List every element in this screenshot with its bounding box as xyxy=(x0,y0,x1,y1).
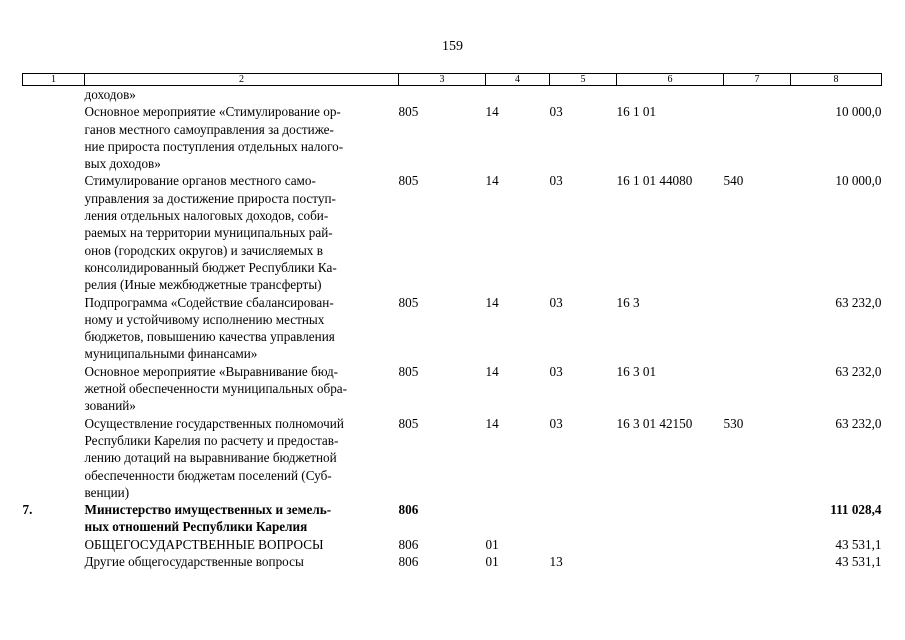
subsection-code: 13 xyxy=(549,554,563,570)
amount: 63 232,0 xyxy=(835,294,882,310)
table-row xyxy=(23,415,882,501)
header-col-5: 5 xyxy=(550,74,617,86)
header-col-7: 7 xyxy=(724,74,791,86)
row-name-line: лению дотаций на выравнивание бюджетной xyxy=(84,450,337,466)
ministry-code: 805 xyxy=(398,294,419,310)
row-number xyxy=(23,363,85,415)
expense-type-code: 530 xyxy=(723,415,744,431)
section-code: 01 xyxy=(485,554,499,570)
row-name xyxy=(85,103,399,172)
row-name-line: ления отдельных налоговых доходов, соби- xyxy=(84,208,329,224)
target-article-code xyxy=(617,536,724,553)
row-name xyxy=(85,415,399,501)
row-name-line: Основное мероприятие «Выравнивание бюд- xyxy=(84,363,339,379)
row-name-line: онов (городских округов) и зачисляемых в xyxy=(84,242,323,258)
target-article-code: 16 3 01 xyxy=(616,363,657,379)
table-row xyxy=(23,294,882,363)
header-col-1: 1 xyxy=(23,74,85,86)
target-article-code xyxy=(617,501,724,536)
row-name-line: ных отношений Республики Карелия xyxy=(84,519,308,535)
table-row xyxy=(23,172,882,293)
section-code: 01 xyxy=(485,536,499,552)
row-name-line: Осуществление государственных полномочий xyxy=(84,415,344,431)
expense-type-code xyxy=(724,553,791,570)
ministry-code xyxy=(399,86,486,104)
section-code: 14 xyxy=(485,173,499,189)
row-name-line: Республики Карелия по расчету и предостав- xyxy=(84,432,339,448)
ministry-code: 805 xyxy=(398,363,419,379)
target-article-code xyxy=(617,553,724,570)
expense-type-code xyxy=(724,501,791,536)
table-row xyxy=(23,553,882,570)
table-row xyxy=(23,363,882,415)
amount: 63 232,0 xyxy=(835,363,882,379)
ministry-code: 805 xyxy=(398,173,419,189)
row-name xyxy=(85,294,399,363)
section-code: 14 xyxy=(485,294,499,310)
row-name-line: Другие общегосударственные вопросы xyxy=(84,554,304,570)
amount xyxy=(791,86,882,104)
row-name-line: Основное мероприятие «Стимулирование ор- xyxy=(84,104,341,120)
row-number xyxy=(23,536,85,553)
row-name-line: ному и устойчивому исполнению местных xyxy=(84,311,325,327)
row-name-line: доходов» xyxy=(84,87,136,102)
table-row xyxy=(23,501,882,536)
row-number xyxy=(23,86,85,104)
row-number xyxy=(23,415,85,501)
target-article-code xyxy=(617,86,724,104)
target-article-code: 16 3 xyxy=(616,294,640,310)
ministry-code: 805 xyxy=(398,415,419,431)
row-name-line: обеспеченности бюджетам поселений (Суб- xyxy=(84,467,332,483)
row-name-line: релия (Иные межбюджетные трансферты) xyxy=(84,277,322,293)
target-article-code: 16 1 01 44080 xyxy=(616,173,693,189)
ministry-code: 806 xyxy=(398,536,419,552)
table-body xyxy=(23,86,882,571)
expense-type-code xyxy=(724,536,791,553)
expense-type-code xyxy=(724,86,791,104)
row-number xyxy=(23,103,85,172)
subsection-code: 03 xyxy=(549,363,563,379)
row-name xyxy=(85,501,399,536)
subsection-code: 03 xyxy=(549,173,563,189)
table-row xyxy=(23,86,882,104)
target-article-code: 16 1 01 xyxy=(616,104,657,120)
header-col-4: 4 xyxy=(486,74,550,86)
expense-type-code xyxy=(724,363,791,415)
budget-table xyxy=(22,73,882,570)
row-number xyxy=(23,172,85,293)
expense-type-code xyxy=(724,294,791,363)
ministry-code: 805 xyxy=(398,104,419,120)
subsection-code xyxy=(550,501,617,536)
row-name-line: ние прироста поступления отдельных налого- xyxy=(84,138,344,154)
header-col-2: 2 xyxy=(85,74,399,86)
row-name-line: венции) xyxy=(84,484,130,500)
row-name-line: управления за достижение прироста поступ- xyxy=(84,190,336,206)
table-row xyxy=(23,536,882,553)
target-article-code: 16 3 01 42150 xyxy=(616,415,693,431)
table-row xyxy=(23,103,882,172)
row-name-line: Стимулирование органов местного само- xyxy=(84,173,316,189)
row-name-line: жетной обеспеченности муниципальных обра- xyxy=(84,381,348,397)
expense-type-code xyxy=(724,103,791,172)
row-name xyxy=(85,172,399,293)
row-name-line: муниципальными финансами» xyxy=(84,346,258,362)
row-name-line: бюджетов, повышению качества управления xyxy=(84,329,335,345)
amount: 43 531,1 xyxy=(835,536,882,552)
header-col-8: 8 xyxy=(791,74,882,86)
section-code: 14 xyxy=(485,415,499,431)
subsection-code xyxy=(550,86,617,104)
amount: 111 028,4 xyxy=(830,502,882,518)
row-name-line: вых доходов» xyxy=(84,156,161,172)
row-number: 7. xyxy=(22,502,33,518)
row-name-line: консолидированный бюджет Республики Ка- xyxy=(84,259,337,275)
section-code xyxy=(486,501,550,536)
ministry-code: 806 xyxy=(398,554,419,570)
row-name-line: зований» xyxy=(84,398,136,414)
amount: 10 000,0 xyxy=(835,104,882,120)
row-name-line: ОБЩЕГОСУДАРСТВЕННЫЕ ВОПРОСЫ xyxy=(84,536,324,552)
section-code: 14 xyxy=(485,363,499,379)
subsection-code: 03 xyxy=(549,415,563,431)
row-number xyxy=(23,294,85,363)
section-code xyxy=(486,86,550,104)
header-col-3: 3 xyxy=(399,74,486,86)
subsection-code: 03 xyxy=(549,294,563,310)
row-name-line: ганов местного самоуправления за достиже- xyxy=(84,121,334,137)
amount: 43 531,1 xyxy=(835,554,882,570)
amount: 63 232,0 xyxy=(835,415,882,431)
subsection-code: 03 xyxy=(549,104,563,120)
page-number: 159 xyxy=(442,39,463,54)
amount: 10 000,0 xyxy=(835,173,882,189)
row-number xyxy=(23,553,85,570)
section-code: 14 xyxy=(485,104,499,120)
row-name-line: Министерство имущественных и земель- xyxy=(84,502,332,518)
header-col-6: 6 xyxy=(617,74,724,86)
expense-type-code: 540 xyxy=(723,173,744,189)
row-name xyxy=(85,86,399,104)
row-name xyxy=(85,363,399,415)
row-name xyxy=(85,536,399,553)
ministry-code: 806 xyxy=(398,502,419,518)
subsection-code xyxy=(550,536,617,553)
row-name xyxy=(85,553,399,570)
header-row xyxy=(23,74,882,86)
row-name-line: Подпрограмма «Содействие сбалансирован- xyxy=(84,294,334,310)
row-name-line: раемых на территории муниципальных рай- xyxy=(84,225,333,241)
